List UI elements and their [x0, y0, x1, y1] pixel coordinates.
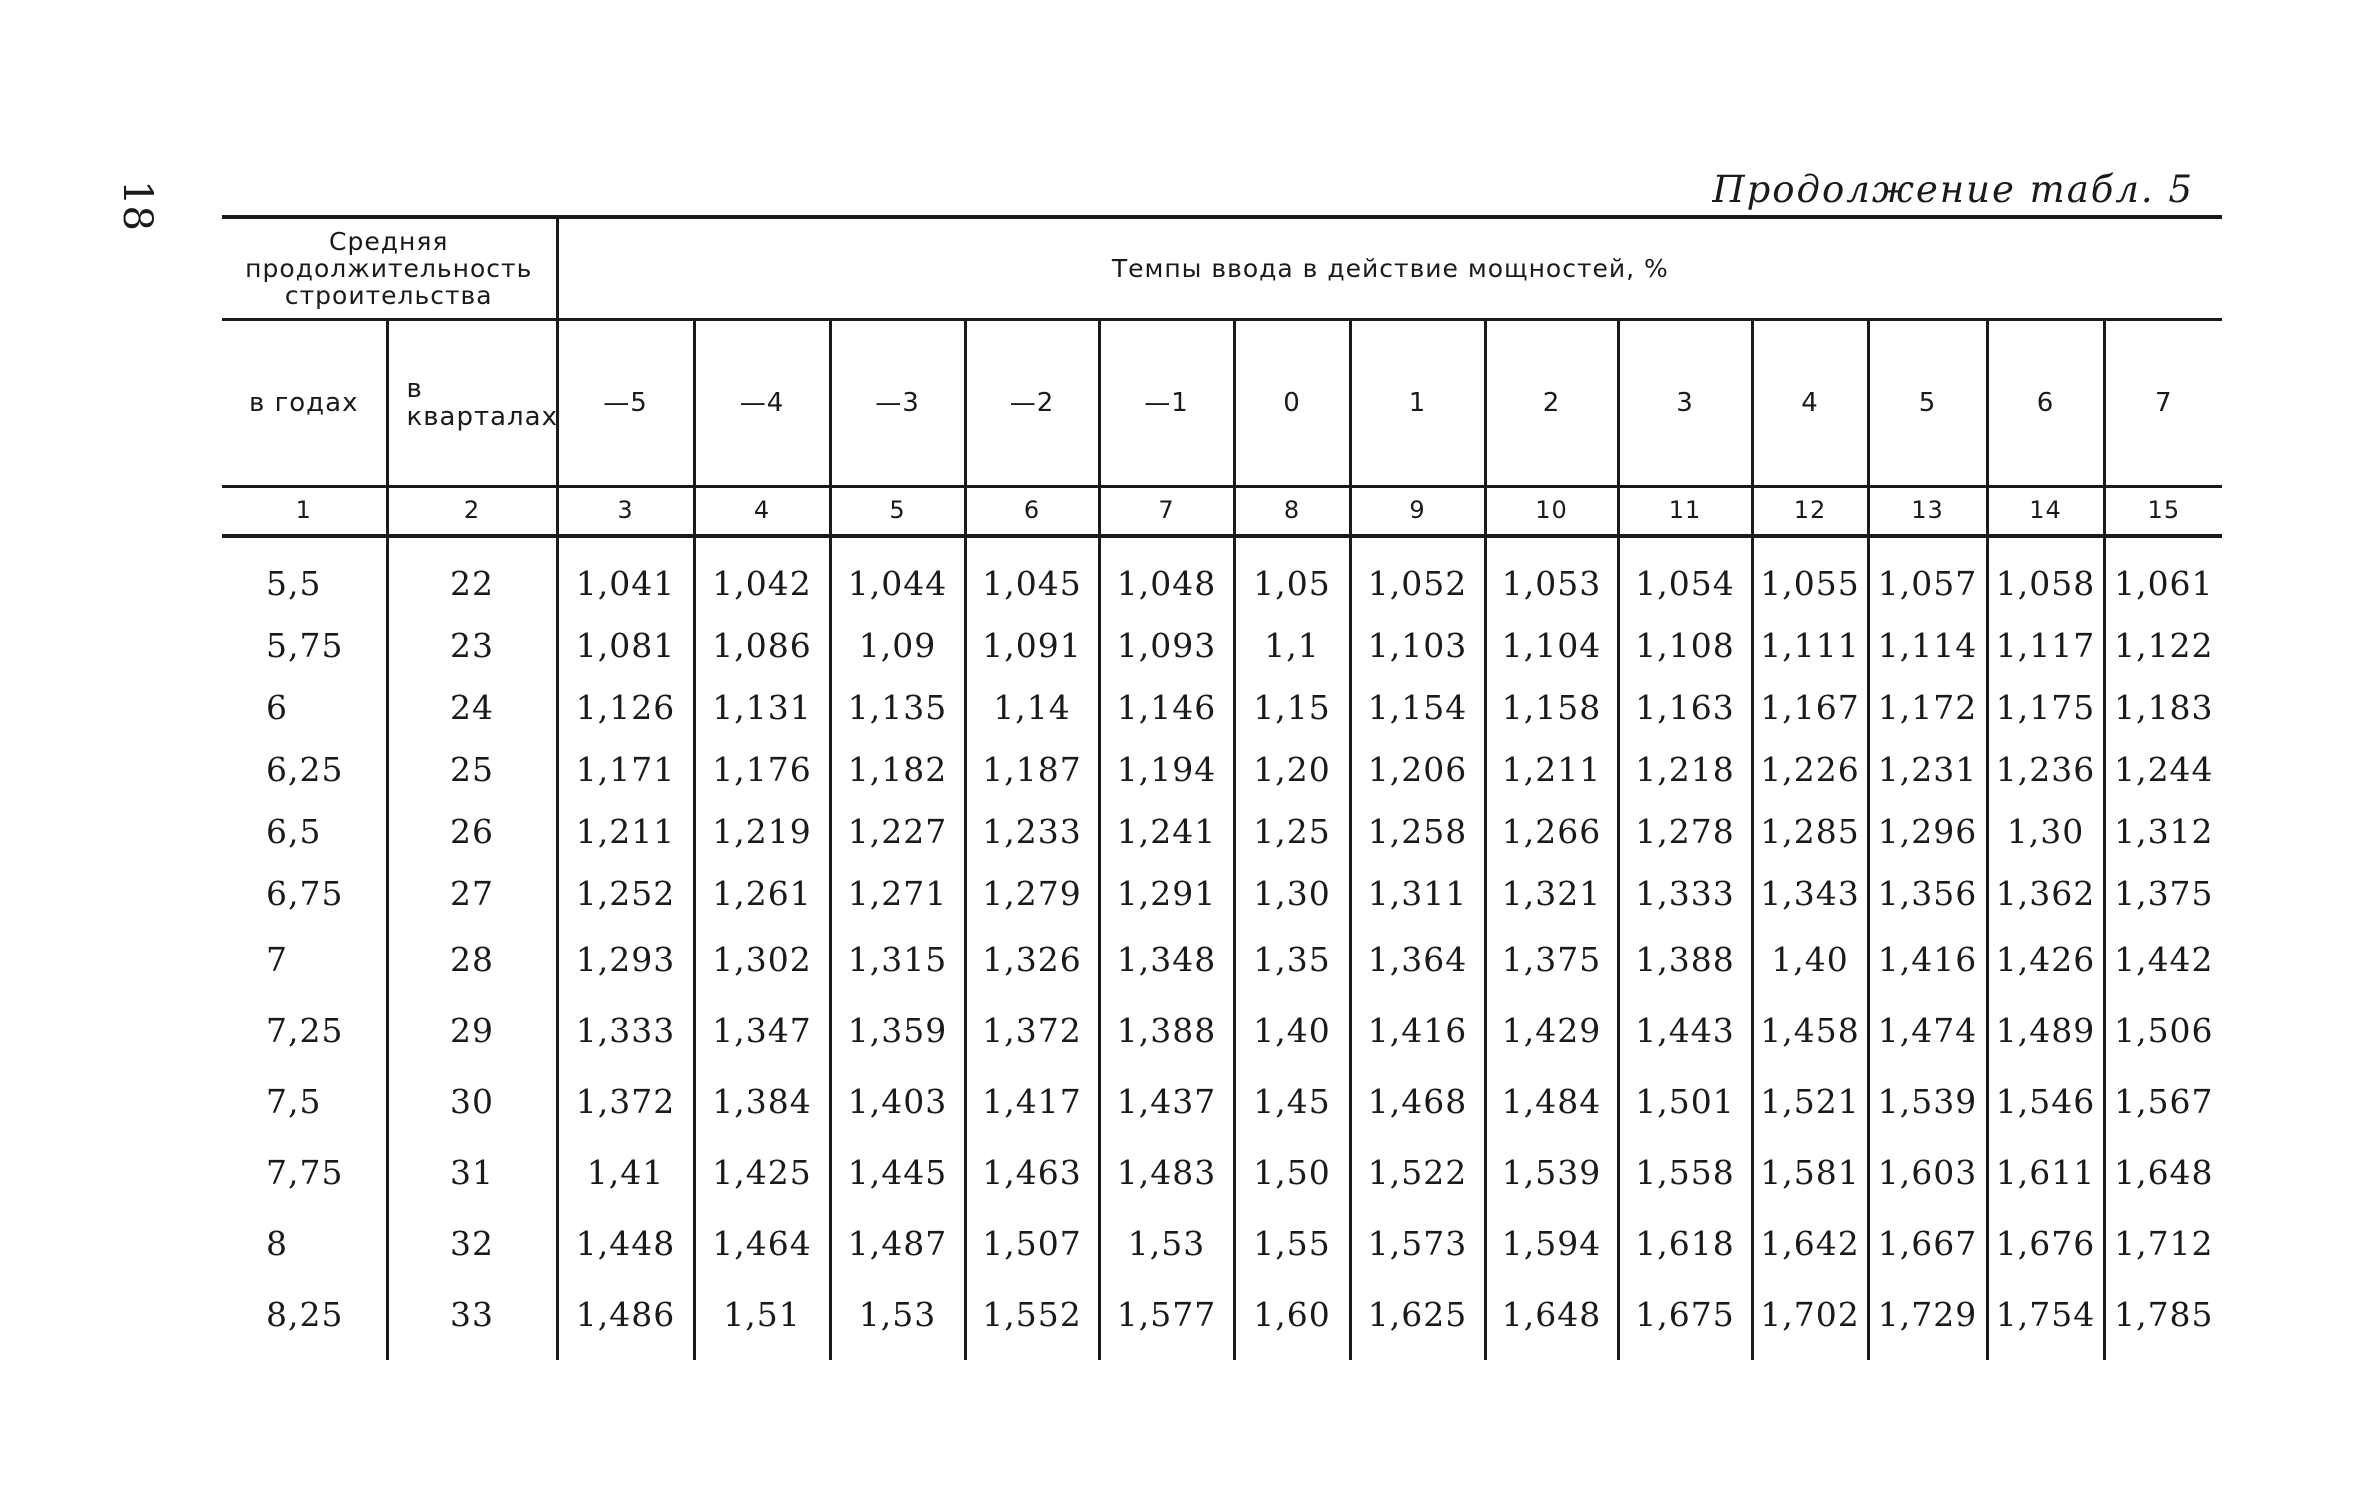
duration-quarters-cell: 31 [387, 1137, 557, 1208]
coefficient-cell: 1,594 [1485, 1208, 1618, 1279]
column-number: 10 [1485, 487, 1618, 537]
coefficient-cell: 1,375 [2104, 862, 2222, 924]
coefficient-cell: 1,126 [557, 676, 694, 738]
coefficient-cell: 1,507 [965, 1208, 1099, 1279]
coefficient-cell: 1,463 [965, 1137, 1099, 1208]
coefficient-cell: 1,233 [965, 800, 1099, 862]
coefficient-cell: 1,104 [1485, 614, 1618, 676]
coefficient-cell: 1,403 [830, 1066, 965, 1137]
coefficient-cell: 1,429 [1485, 995, 1618, 1066]
duration-quarters-cell: 33 [387, 1279, 557, 1360]
duration-years-cell: 7,75 [266, 1153, 344, 1192]
coefficient-cell: 1,611 [1987, 1137, 2104, 1208]
coefficient-cell: 1,417 [965, 1066, 1099, 1137]
rate-column-header: 5 [1868, 320, 1987, 487]
coefficients-table-container [222, 215, 2214, 1360]
coefficient-cell: 1,539 [1868, 1066, 1987, 1137]
table-row [222, 995, 2222, 1066]
duration-years-cell: 8 [266, 1224, 288, 1263]
coefficient-cell: 1,135 [830, 676, 965, 738]
coefficient-cell: 1,291 [1099, 862, 1234, 924]
coefficient-cell: 1,552 [965, 1279, 1099, 1360]
coefficient-cell: 1,468 [1350, 1066, 1485, 1137]
coefficients-table [222, 215, 2222, 1360]
coefficient-cell: 1,20 [1234, 738, 1350, 800]
coefficient-cell: 1,53 [1099, 1208, 1234, 1279]
coefficient-cell: 1,364 [1350, 924, 1485, 995]
coefficient-cell: 1,158 [1485, 676, 1618, 738]
coefficient-cell: 1,702 [1752, 1279, 1868, 1360]
coefficient-cell: 1,474 [1868, 995, 1987, 1066]
coefficient-cell: 1,667 [1868, 1208, 1987, 1279]
coefficient-cell: 1,35 [1234, 924, 1350, 995]
duration-quarters-cell: 24 [387, 676, 557, 738]
column-number: 5 [830, 487, 965, 537]
page-number: 18 [114, 180, 160, 231]
table-row [222, 676, 2222, 738]
column-number: 9 [1350, 487, 1485, 537]
coefficient-cell: 1,372 [557, 1066, 694, 1137]
coefficient-cell: 1,041 [557, 536, 694, 614]
duration-quarters-cell: 32 [387, 1208, 557, 1279]
rate-column-header: —5 [557, 320, 694, 487]
coefficient-cell: 1,30 [1987, 800, 2104, 862]
table-header [222, 217, 2222, 536]
coefficient-cell: 1,484 [1485, 1066, 1618, 1137]
column-number: 1 [222, 487, 387, 537]
duration-years-cell: 8,25 [266, 1295, 344, 1334]
coefficient-cell: 1,09 [830, 614, 965, 676]
coefficient-cell: 1,729 [1868, 1279, 1987, 1360]
coefficient-cell: 1,14 [965, 676, 1099, 738]
column-number: 15 [2104, 487, 2222, 537]
table-row [222, 1066, 2222, 1137]
rate-column-header: —4 [694, 320, 830, 487]
coefficient-cell: 1,506 [2104, 995, 2222, 1066]
rate-column-header: 0 [1234, 320, 1350, 487]
coefficient-cell: 1,55 [1234, 1208, 1350, 1279]
coefficient-cell: 1,359 [830, 995, 965, 1066]
coefficient-cell: 1,053 [1485, 536, 1618, 614]
coefficient-cell: 1,312 [2104, 800, 2222, 862]
table-row [222, 1137, 2222, 1208]
coefficient-cell: 1,15 [1234, 676, 1350, 738]
coefficient-cell: 1,266 [1485, 800, 1618, 862]
coefficient-cell: 1,278 [1618, 800, 1752, 862]
coefficient-cell: 1,372 [965, 995, 1099, 1066]
rate-column-header: 2 [1485, 320, 1618, 487]
coefficient-cell: 1,40 [1234, 995, 1350, 1066]
duration-years-cell: 6,25 [266, 749, 344, 789]
rate-column-header: 3 [1618, 320, 1752, 487]
coefficient-cell: 1,163 [1618, 676, 1752, 738]
coefficient-cell: 1,642 [1752, 1208, 1868, 1279]
coefficient-cell: 1,146 [1099, 676, 1234, 738]
column-number: 13 [1868, 487, 1987, 537]
coefficient-cell: 1,445 [830, 1137, 965, 1208]
column-number: 3 [557, 487, 694, 537]
coefficient-cell: 1,244 [2104, 738, 2222, 800]
coefficient-cell: 1,044 [830, 536, 965, 614]
coefficient-cell: 1,603 [1868, 1137, 1987, 1208]
coefficient-cell: 1,172 [1868, 676, 1987, 738]
coefficient-cell: 1,333 [557, 995, 694, 1066]
coefficient-cell: 1,093 [1099, 614, 1234, 676]
table-row [222, 862, 2222, 924]
coefficient-cell: 1,054 [1618, 536, 1752, 614]
column-number: 12 [1752, 487, 1868, 537]
coefficient-cell: 1,712 [2104, 1208, 2222, 1279]
coefficient-cell: 1,648 [2104, 1137, 2222, 1208]
coefficient-cell: 1,416 [1350, 995, 1485, 1066]
rate-column-header: —3 [830, 320, 965, 487]
coefficient-cell: 1,226 [1752, 738, 1868, 800]
coefficient-cell: 1,05 [1234, 536, 1350, 614]
coefficient-cell: 1,416 [1868, 924, 1987, 995]
coefficient-cell: 1,227 [830, 800, 965, 862]
coefficient-cell: 1,45 [1234, 1066, 1350, 1137]
coefficient-cell: 1,388 [1618, 924, 1752, 995]
rate-column-header: 4 [1752, 320, 1868, 487]
coefficient-cell: 1,573 [1350, 1208, 1485, 1279]
coefficient-cell: 1,464 [694, 1208, 830, 1279]
coefficient-cell: 1,183 [2104, 676, 2222, 738]
duration-years-cell: 5,75 [266, 625, 344, 665]
coefficient-cell: 1,045 [965, 536, 1099, 614]
coefficient-cell: 1,362 [1987, 862, 2104, 924]
coefficient-cell: 1,577 [1099, 1279, 1234, 1360]
coefficient-cell: 1,231 [1868, 738, 1987, 800]
duration-quarters-cell: 27 [387, 862, 557, 924]
coefficient-cell: 1,271 [830, 862, 965, 924]
quarters-column-header: в кварталах [387, 320, 557, 487]
header-row-column-numbers [222, 487, 2222, 537]
coefficient-cell: 1,40 [1752, 924, 1868, 995]
coefficient-cell: 1,1 [1234, 614, 1350, 676]
rates-group-header: Темпы ввода в действие мощностей, % [557, 217, 2222, 320]
coefficient-cell: 1,206 [1350, 738, 1485, 800]
coefficient-cell: 1,458 [1752, 995, 1868, 1066]
coefficient-cell: 1,41 [557, 1137, 694, 1208]
coefficient-cell: 1,437 [1099, 1066, 1234, 1137]
coefficient-cell: 1,501 [1618, 1066, 1752, 1137]
column-number: 6 [965, 487, 1099, 537]
duration-quarters-cell: 22 [387, 536, 557, 614]
coefficient-cell: 1,356 [1868, 862, 1987, 924]
coefficient-cell: 1,086 [694, 614, 830, 676]
coefficient-cell: 1,091 [965, 614, 1099, 676]
coefficient-cell: 1,754 [1987, 1279, 2104, 1360]
coefficient-cell: 1,581 [1752, 1137, 1868, 1208]
table-row [222, 800, 2222, 862]
coefficient-cell: 1,108 [1618, 614, 1752, 676]
duration-quarters-cell: 25 [387, 738, 557, 800]
header-row-labels [222, 320, 2222, 487]
column-number: 7 [1099, 487, 1234, 537]
duration-years-cell: 6 [266, 687, 288, 727]
duration-quarters-cell: 23 [387, 614, 557, 676]
column-number: 8 [1234, 487, 1350, 537]
column-number: 14 [1987, 487, 2104, 537]
coefficient-cell: 1,117 [1987, 614, 2104, 676]
duration-years-cell: 5,5 [266, 563, 322, 603]
rate-column-header: 6 [1987, 320, 2104, 487]
coefficient-cell: 1,258 [1350, 800, 1485, 862]
duration-quarters-cell: 26 [387, 800, 557, 862]
coefficient-cell: 1,384 [694, 1066, 830, 1137]
coefficient-cell: 1,182 [830, 738, 965, 800]
rate-column-header: —1 [1099, 320, 1234, 487]
coefficient-cell: 1,311 [1350, 862, 1485, 924]
duration-years-cell: 7,25 [266, 1011, 344, 1050]
coefficient-cell: 1,558 [1618, 1137, 1752, 1208]
continuation-title: Продолжение табл. 5 [1712, 168, 2194, 211]
coefficient-cell: 1,261 [694, 862, 830, 924]
coefficient-cell: 1,103 [1350, 614, 1485, 676]
coefficient-cell: 1,211 [557, 800, 694, 862]
header-row-groups [222, 217, 2222, 320]
coefficient-cell: 1,048 [1099, 536, 1234, 614]
coefficient-cell: 1,241 [1099, 800, 1234, 862]
rate-column-header: —2 [965, 320, 1099, 487]
coefficient-cell: 1,51 [694, 1279, 830, 1360]
duration-quarters-cell: 28 [387, 924, 557, 995]
coefficient-cell: 1,443 [1618, 995, 1752, 1066]
coefficient-cell: 1,30 [1234, 862, 1350, 924]
column-number: 4 [694, 487, 830, 537]
column-number: 2 [387, 487, 557, 537]
coefficient-cell: 1,50 [1234, 1137, 1350, 1208]
coefficient-cell: 1,293 [557, 924, 694, 995]
coefficient-cell: 1,489 [1987, 995, 2104, 1066]
coefficient-cell: 1,343 [1752, 862, 1868, 924]
table-row [222, 536, 2222, 614]
duration-years-cell: 7,5 [266, 1082, 322, 1121]
coefficient-cell: 1,53 [830, 1279, 965, 1360]
coefficient-cell: 1,167 [1752, 676, 1868, 738]
coefficient-cell: 1,618 [1618, 1208, 1752, 1279]
coefficient-cell: 1,483 [1099, 1137, 1234, 1208]
table-body [222, 536, 2222, 1360]
coefficient-cell: 1,567 [2104, 1066, 2222, 1137]
duration-group-header: Средняя продолжительность строительства [222, 217, 557, 320]
coefficient-cell: 1,625 [1350, 1279, 1485, 1360]
years-column-header: в годах [249, 387, 359, 418]
coefficient-cell: 1,211 [1485, 738, 1618, 800]
coefficient-cell: 1,426 [1987, 924, 2104, 995]
duration-years-cell: 6,75 [266, 873, 344, 913]
coefficient-cell: 1,326 [965, 924, 1099, 995]
duration-years-cell: 7 [266, 940, 288, 979]
coefficient-cell: 1,785 [2104, 1279, 2222, 1360]
coefficient-cell: 1,057 [1868, 536, 1987, 614]
coefficient-cell: 1,442 [2104, 924, 2222, 995]
coefficient-cell: 1,236 [1987, 738, 2104, 800]
coefficient-cell: 1,052 [1350, 536, 1485, 614]
coefficient-cell: 1,154 [1350, 676, 1485, 738]
coefficient-cell: 1,321 [1485, 862, 1618, 924]
coefficient-cell: 1,219 [694, 800, 830, 862]
coefficient-cell: 1,315 [830, 924, 965, 995]
rate-column-header: 7 [2104, 320, 2222, 487]
coefficient-cell: 1,302 [694, 924, 830, 995]
duration-quarters-cell: 29 [387, 995, 557, 1066]
coefficient-cell: 1,521 [1752, 1066, 1868, 1137]
coefficient-cell: 1,333 [1618, 862, 1752, 924]
coefficient-cell: 1,279 [965, 862, 1099, 924]
coefficient-cell: 1,448 [557, 1208, 694, 1279]
coefficient-cell: 1,061 [2104, 536, 2222, 614]
coefficient-cell: 1,187 [965, 738, 1099, 800]
coefficient-cell: 1,539 [1485, 1137, 1618, 1208]
duration-quarters-cell: 30 [387, 1066, 557, 1137]
coefficient-cell: 1,131 [694, 676, 830, 738]
coefficient-cell: 1,176 [694, 738, 830, 800]
coefficient-cell: 1,675 [1618, 1279, 1752, 1360]
coefficient-cell: 1,171 [557, 738, 694, 800]
coefficient-cell: 1,114 [1868, 614, 1987, 676]
coefficient-cell: 1,055 [1752, 536, 1868, 614]
coefficient-cell: 1,648 [1485, 1279, 1618, 1360]
coefficient-cell: 1,676 [1987, 1208, 2104, 1279]
coefficient-cell: 1,347 [694, 995, 830, 1066]
coefficient-cell: 1,375 [1485, 924, 1618, 995]
coefficient-cell: 1,60 [1234, 1279, 1350, 1360]
rate-column-header: 1 [1350, 320, 1485, 487]
table-row [222, 614, 2222, 676]
coefficient-cell: 1,487 [830, 1208, 965, 1279]
coefficient-cell: 1,252 [557, 862, 694, 924]
coefficient-cell: 1,058 [1987, 536, 2104, 614]
duration-years-cell: 6,5 [266, 811, 322, 851]
table-row [222, 924, 2222, 995]
column-number: 11 [1618, 487, 1752, 537]
coefficient-cell: 1,122 [2104, 614, 2222, 676]
coefficient-cell: 1,522 [1350, 1137, 1485, 1208]
coefficient-cell: 1,425 [694, 1137, 830, 1208]
coefficient-cell: 1,296 [1868, 800, 1987, 862]
coefficient-cell: 1,111 [1752, 614, 1868, 676]
coefficient-cell: 1,194 [1099, 738, 1234, 800]
table-row [222, 1279, 2222, 1360]
coefficient-cell: 1,175 [1987, 676, 2104, 738]
coefficient-cell: 1,042 [694, 536, 830, 614]
coefficient-cell: 1,546 [1987, 1066, 2104, 1137]
table-row [222, 738, 2222, 800]
coefficient-cell: 1,25 [1234, 800, 1350, 862]
coefficient-cell: 1,486 [557, 1279, 694, 1360]
coefficient-cell: 1,388 [1099, 995, 1234, 1066]
coefficient-cell: 1,348 [1099, 924, 1234, 995]
table-row [222, 1208, 2222, 1279]
coefficient-cell: 1,081 [557, 614, 694, 676]
coefficient-cell: 1,285 [1752, 800, 1868, 862]
coefficient-cell: 1,218 [1618, 738, 1752, 800]
